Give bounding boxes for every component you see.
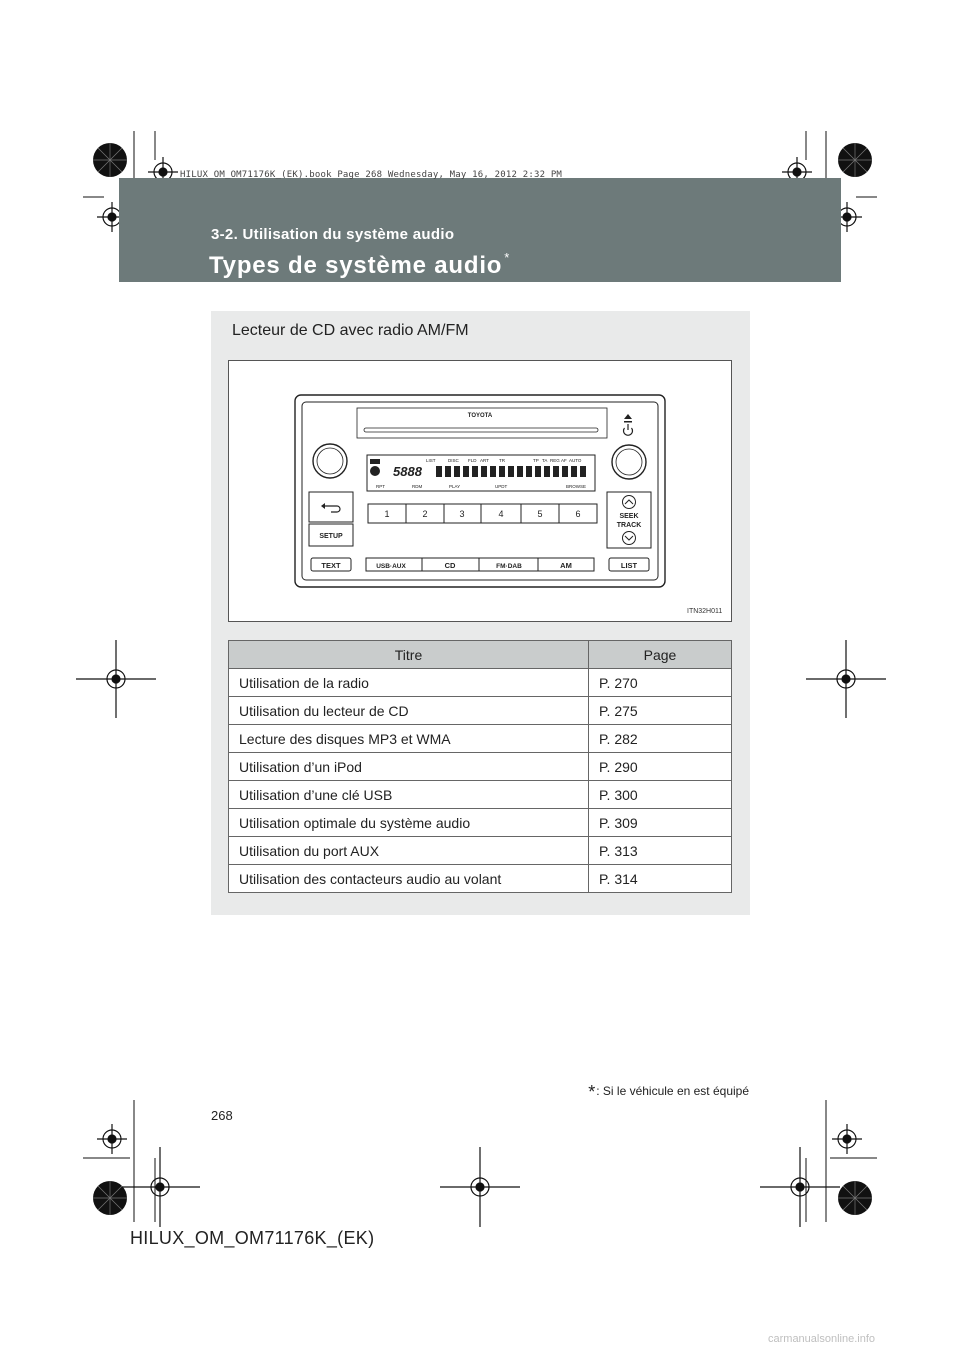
display-label-list: LIST: [426, 458, 436, 463]
display-label-auto: AUTO: [569, 458, 582, 463]
display-label-rpt: RPT: [376, 484, 385, 489]
display-label-fld: FLD: [468, 458, 477, 463]
contents-table: [228, 640, 732, 893]
display-label-af: AF: [561, 458, 567, 463]
table-row: [229, 837, 732, 865]
row-title: Utilisation du lecteur de CD: [229, 697, 589, 725]
book-info-line: HILUX_OM_OM71176K_(EK).book Page 268 Wednesday, May 16, 2012 2:32 PM: [180, 170, 563, 180]
panel-heading: Lecteur de CD avec radio AM/FM: [232, 322, 469, 339]
table-header-row: [229, 641, 732, 669]
footnote-mark: *: [588, 1082, 596, 1102]
table-row: [229, 697, 732, 725]
table-row: [229, 669, 732, 697]
row-title: Utilisation du port AUX: [229, 837, 589, 865]
page-number: 268: [211, 1108, 233, 1123]
footnote: [588, 1082, 749, 1103]
am-button[interactable]: AM: [560, 561, 572, 570]
display-label-updt: UPDT: [495, 484, 508, 489]
seek-down-icon[interactable]: [623, 532, 636, 545]
preset-2[interactable]: 2: [422, 509, 428, 519]
row-title: Utilisation d’une clé USB: [229, 781, 589, 809]
row-title: Utilisation optimale du système audio: [229, 809, 589, 837]
list-button[interactable]: LIST: [620, 561, 638, 570]
row-page-link[interactable]: P. 282: [589, 725, 732, 753]
preset-5[interactable]: 5: [537, 509, 543, 519]
page-title-text: Types de système audio: [209, 252, 503, 279]
page-title: [209, 250, 510, 280]
usb-aux-button[interactable]: USB·AUX: [376, 563, 406, 570]
tune-knob[interactable]: [612, 445, 646, 479]
display-label-reg: REG: [550, 458, 560, 463]
preset-6[interactable]: 6: [575, 509, 581, 519]
display-digits: 5888: [393, 464, 422, 479]
radio-figure: [228, 360, 732, 622]
table-row: [229, 809, 732, 837]
seek-label: SEEK: [619, 513, 639, 520]
fm-dab-button[interactable]: FM·DAB: [496, 563, 522, 570]
watermark: carmanualsonline.info: [768, 1333, 876, 1345]
table-row: [229, 781, 732, 809]
radio-illustration: [229, 361, 731, 621]
row-page-link[interactable]: P. 300: [589, 781, 732, 809]
row-title: Utilisation des contacteurs audio au volant: [229, 865, 589, 893]
figure-code: ITN32H011: [687, 608, 723, 615]
display-label-disc: DISC: [448, 458, 459, 463]
display-label-play: PLAY: [449, 484, 461, 489]
preset-buttons: [368, 504, 597, 523]
column-header-title: Titre: [229, 641, 589, 669]
row-page-link[interactable]: P. 270: [589, 669, 732, 697]
display-label-art: ART: [480, 458, 489, 463]
track-label: TRACK: [616, 522, 642, 529]
cd-button[interactable]: CD: [444, 561, 456, 570]
text-button[interactable]: TEXT: [321, 561, 341, 570]
column-header-page: Page: [589, 641, 732, 669]
preset-4[interactable]: 4: [498, 509, 504, 519]
display-label-rdm: RDM: [412, 484, 423, 489]
display-label-browse: BROWSE: [566, 484, 587, 489]
seek-up-icon[interactable]: [623, 496, 636, 509]
display-top-labels: [426, 458, 582, 463]
table-row: [229, 725, 732, 753]
equipment-mark: *: [504, 250, 511, 265]
preset-1[interactable]: 1: [384, 509, 390, 519]
section-title: 3-2. Utilisation du système audio: [211, 226, 455, 243]
brand-label: TOYOTA: [467, 413, 493, 419]
row-page-link[interactable]: P. 314: [589, 865, 732, 893]
display-segments: [436, 466, 586, 477]
document-id: HILUX_OM_OM71176K_(EK): [130, 1228, 375, 1248]
row-title: Utilisation d’un iPod: [229, 753, 589, 781]
volume-knob[interactable]: [313, 444, 347, 478]
setup-button[interactable]: SETUP: [319, 533, 343, 540]
row-page-link[interactable]: P. 290: [589, 753, 732, 781]
row-title: Lecture des disques MP3 et WMA: [229, 725, 589, 753]
row-title: Utilisation de la radio: [229, 669, 589, 697]
table-row: [229, 753, 732, 781]
footnote-text: : Si le véhicule en est équipé: [596, 1084, 749, 1098]
display-label-tp: TP: [533, 458, 539, 463]
row-page-link[interactable]: P. 313: [589, 837, 732, 865]
display-label-tr: TR: [499, 458, 505, 463]
table-row: [229, 865, 732, 893]
preset-3[interactable]: 3: [459, 509, 465, 519]
row-page-link[interactable]: P. 275: [589, 697, 732, 725]
display-label-ta: TA: [542, 458, 548, 463]
row-page-link[interactable]: P. 309: [589, 809, 732, 837]
